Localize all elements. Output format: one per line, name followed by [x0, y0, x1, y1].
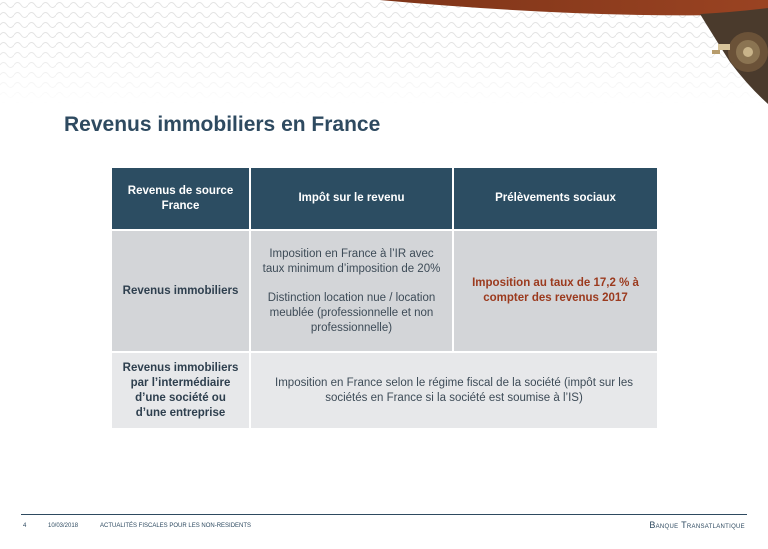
table-row — [112, 230, 657, 352]
header-banner — [0, 0, 768, 104]
footer-brand-logo: Banque Transatlantique — [649, 520, 745, 530]
footer-date: 10/03/2018 — [48, 523, 79, 529]
cell-ir-immobiliers — [250, 230, 453, 352]
slide-title: Revenus immobiliers en France — [64, 113, 381, 136]
footer-page-number: 4 — [23, 523, 27, 529]
row-label-immobiliers: Revenus immobiliers — [112, 230, 250, 352]
cell-merged-societe: Imposition en France selon le régime fiscal de la société (impôt sur les sociétés en France si la société est soumise à l’IS) — [250, 352, 657, 428]
column-header-ir: Impôt sur le revenu — [250, 168, 453, 230]
cell-ps-immobiliers: Imposition au taux de 17,2 % à compter des revenus 2017 — [453, 230, 657, 352]
footer-divider — [21, 514, 747, 515]
column-header-source: Revenus de source France — [112, 168, 250, 230]
table-row — [112, 352, 657, 428]
table-header-row — [112, 168, 657, 230]
revenus-table — [112, 168, 657, 428]
footer-document-title: ACTUALITÉS FISCALES POUR LES NON-RESIDENTS — [100, 523, 252, 529]
row-label-societe: Revenus immobiliers par l’intermédiaire d’une société ou d’une entreprise — [112, 352, 250, 428]
ir-text-1: Imposition en France à l’IR avec taux minimum d’imposition de 20% — [262, 247, 441, 275]
ir-text-2: Distinction location nue / location meublée (professionnelle et non professionnelle) — [267, 291, 436, 334]
column-header-ps: Prélèvements sociaux — [453, 168, 657, 230]
